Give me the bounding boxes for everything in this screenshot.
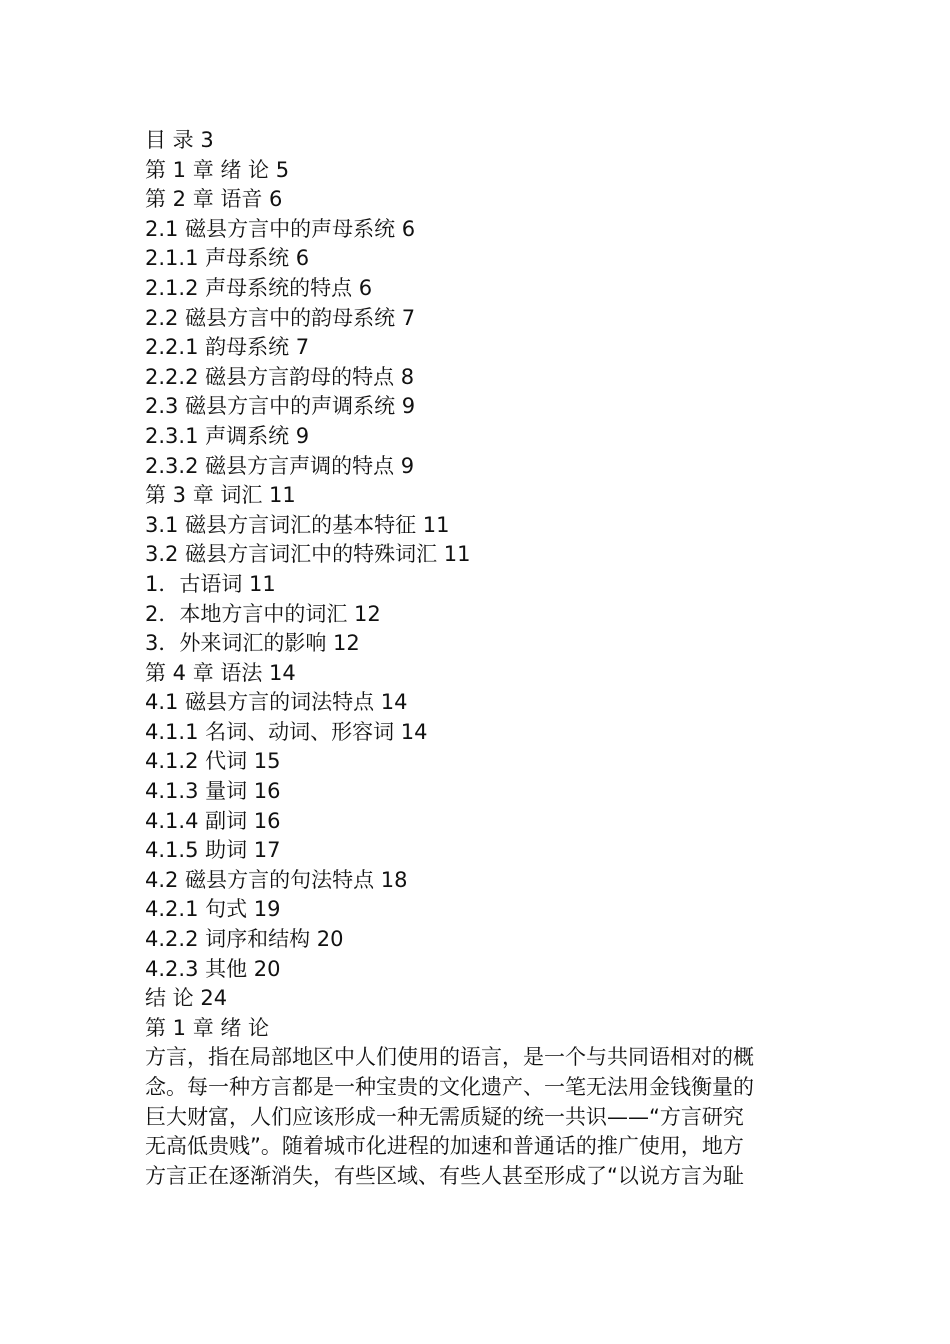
toc-entry: 4.1.5 助词 17 [145,838,281,863]
table-of-contents [145,126,805,1014]
toc-entry: 4.1 磁县方言的词法特点 14 [145,690,408,715]
toc-entry: 1．古语词 11 [145,571,276,596]
toc-entry: 2.1.2 声母系统的特点 6 [145,275,373,300]
toc-entry: 第 3 章 词汇 11 [145,483,296,508]
toc-entry: 4.2.1 句式 19 [145,897,281,922]
toc-entry: 4.2.3 其他 20 [145,956,281,981]
toc-entry: 2.3.2 磁县方言声调的特点 9 [145,453,415,478]
toc-entry: 4.2.2 词序和结构 20 [145,927,344,952]
toc-entry: 4.1.1 名词、动词、形容词 14 [145,719,428,744]
chapter-heading: 第 1 章 绪 论 [145,1015,270,1040]
paragraph-line: 方言正在逐渐消失，有些区域、有些人甚至形成了“以说方言为耻 [145,1163,744,1188]
document-page [145,126,805,1191]
toc-entry: 2.3.1 声调系统 9 [145,423,310,448]
paragraph-line: 方言，指在局部地区中人们使用的语言，是一个与共同语相对的概 [145,1045,754,1070]
toc-entry: 3.2 磁县方言词汇中的特殊词汇 11 [145,542,471,567]
toc-entry: 4.1.2 代词 15 [145,749,281,774]
toc-entry: 3．外来词汇的影响 12 [145,631,360,656]
paragraph-line: 巨大财富，人们应该形成一种无需质疑的统一共识——“方言研究 [145,1104,744,1129]
toc-entry: 4.1.3 量词 16 [145,779,281,804]
toc-entry: 2.1.1 声母系统 6 [145,246,310,271]
toc-entry: 3.1 磁县方言词汇的基本特征 11 [145,512,450,537]
paragraph-line: 念。每一种方言都是一种宝贵的文化遗产、一笔无法用金钱衡量的 [145,1075,754,1099]
toc-entry: 2.2.1 韵母系统 7 [145,335,310,360]
toc-entry: 4.1.4 副词 16 [145,808,281,833]
toc-entry: 目 录 3 [145,128,214,152]
body-paragraph [145,1043,805,1191]
toc-entry: 4.2 磁县方言的句法特点 18 [145,867,408,892]
toc-entry: 2.2 磁县方言中的韵母系统 7 [145,305,416,330]
toc-entry: 第 1 章 绪 论 5 [145,157,290,182]
toc-entry: 2.1 磁县方言中的声母系统 6 [145,216,416,241]
toc-entry: 2.3 磁县方言中的声调系统 9 [145,394,416,419]
toc-entry: 第 4 章 语法 14 [145,660,296,685]
toc-entry: 结 论 24 [145,986,228,1011]
paragraph-line: 无高低贵贱”。随着城市化进程的加速和普通话的推广使用，地方 [145,1134,744,1159]
toc-entry: 第 2 章 语音 6 [145,187,283,212]
toc-entry: 2.2.2 磁县方言韵母的特点 8 [145,364,415,389]
toc-entry: 2．本地方言中的词汇 12 [145,601,381,626]
